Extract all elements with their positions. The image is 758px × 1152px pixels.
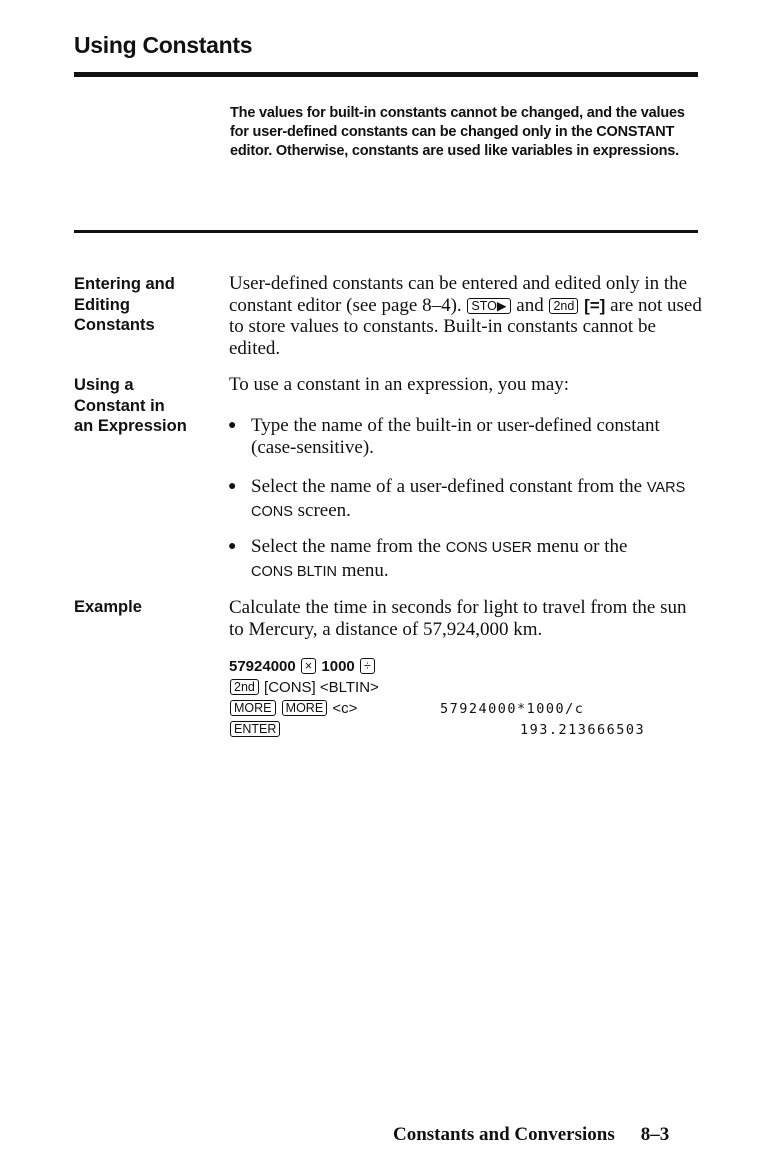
bullet-text: Type the name of the built-in or user-defined constant (case-sensitive). bbox=[251, 415, 660, 458]
divide-key: ÷ bbox=[360, 658, 375, 674]
keystroke-line-1 bbox=[229, 658, 699, 675]
number-entry: 57924000 bbox=[229, 658, 296, 675]
section-rule bbox=[74, 230, 698, 233]
heading-line: Constants bbox=[74, 316, 155, 334]
body-text: User-defined constants can be entered and edited only in the constant editor (see page 8–4). bbox=[229, 273, 688, 316]
screen-result: 193.213666503 bbox=[520, 722, 646, 738]
more-key: MORE bbox=[230, 700, 276, 716]
heading-line: Constant in bbox=[74, 396, 165, 415]
vars-cons-label: VARS CONS bbox=[251, 480, 686, 520]
bullet-text: Select the name from the bbox=[251, 536, 441, 557]
more-key: MORE bbox=[282, 700, 328, 716]
example-paragraph: Calculate the time in seconds for light to travel from the sun to Mercury, a distance of 57,924,000 km. bbox=[229, 597, 687, 640]
chapter-title: Constants and Conversions bbox=[393, 1124, 615, 1145]
bullet-item bbox=[228, 415, 703, 458]
heading-example: Example bbox=[74, 598, 142, 616]
heading-line: Entering and bbox=[74, 275, 175, 293]
equals-key-label: [=] bbox=[584, 295, 606, 315]
bullet-text: menu. bbox=[341, 559, 389, 581]
page-title: Using Constants bbox=[74, 32, 253, 58]
bullet-icon: ● bbox=[228, 418, 237, 433]
heading-entering-editing bbox=[74, 274, 214, 336]
bullet-icon: ● bbox=[228, 539, 237, 554]
enter-key: ENTER bbox=[230, 721, 280, 737]
bullet-item bbox=[228, 536, 703, 583]
body-text: and bbox=[516, 294, 544, 316]
bullet-text: Select the name of a user-defined constant from the bbox=[251, 476, 643, 497]
entering-paragraph bbox=[229, 273, 704, 359]
heading-line: Editing bbox=[74, 295, 130, 314]
multiply-key: × bbox=[301, 658, 316, 674]
bullet-text: screen. bbox=[297, 499, 351, 521]
menu-selection: [CONS] <BLTIN> bbox=[264, 679, 379, 696]
page-number: 8–3 bbox=[640, 1124, 670, 1145]
number-entry: 1000 bbox=[321, 658, 355, 675]
heading-line: Using a bbox=[74, 376, 134, 394]
2nd-key: 2nd bbox=[230, 679, 259, 695]
menu-selection: <c> bbox=[332, 700, 358, 717]
keystroke-line-2 bbox=[229, 679, 699, 696]
title-rule bbox=[74, 72, 698, 77]
intro-paragraph: The values for built-in constants cannot be changed, and the values for user-defined constants can be changed only in the CONSTANT editor. Otherwise, constants are used like variables in expressions. bbox=[230, 105, 685, 159]
page-footer bbox=[393, 1124, 669, 1146]
2nd-key: 2nd bbox=[549, 298, 578, 314]
cons-user-label: CONS USER bbox=[445, 540, 532, 556]
body-text: are not used to store values to constants. Built-in constants cannot be edited. bbox=[229, 294, 702, 359]
bullet-icon: ● bbox=[228, 479, 237, 494]
bullet-item bbox=[228, 476, 703, 523]
heading-line: an Expression bbox=[74, 417, 187, 435]
bullet-text: menu or the bbox=[536, 536, 628, 557]
sto-key: STO▶ bbox=[467, 298, 510, 314]
screen-expression: 57924000*1000/c bbox=[440, 701, 585, 717]
using-lead-text: To use a constant in an expression, you may: bbox=[229, 374, 570, 395]
heading-using-constant bbox=[74, 375, 214, 437]
cons-bltin-label: CONS BLTIN bbox=[251, 563, 337, 580]
